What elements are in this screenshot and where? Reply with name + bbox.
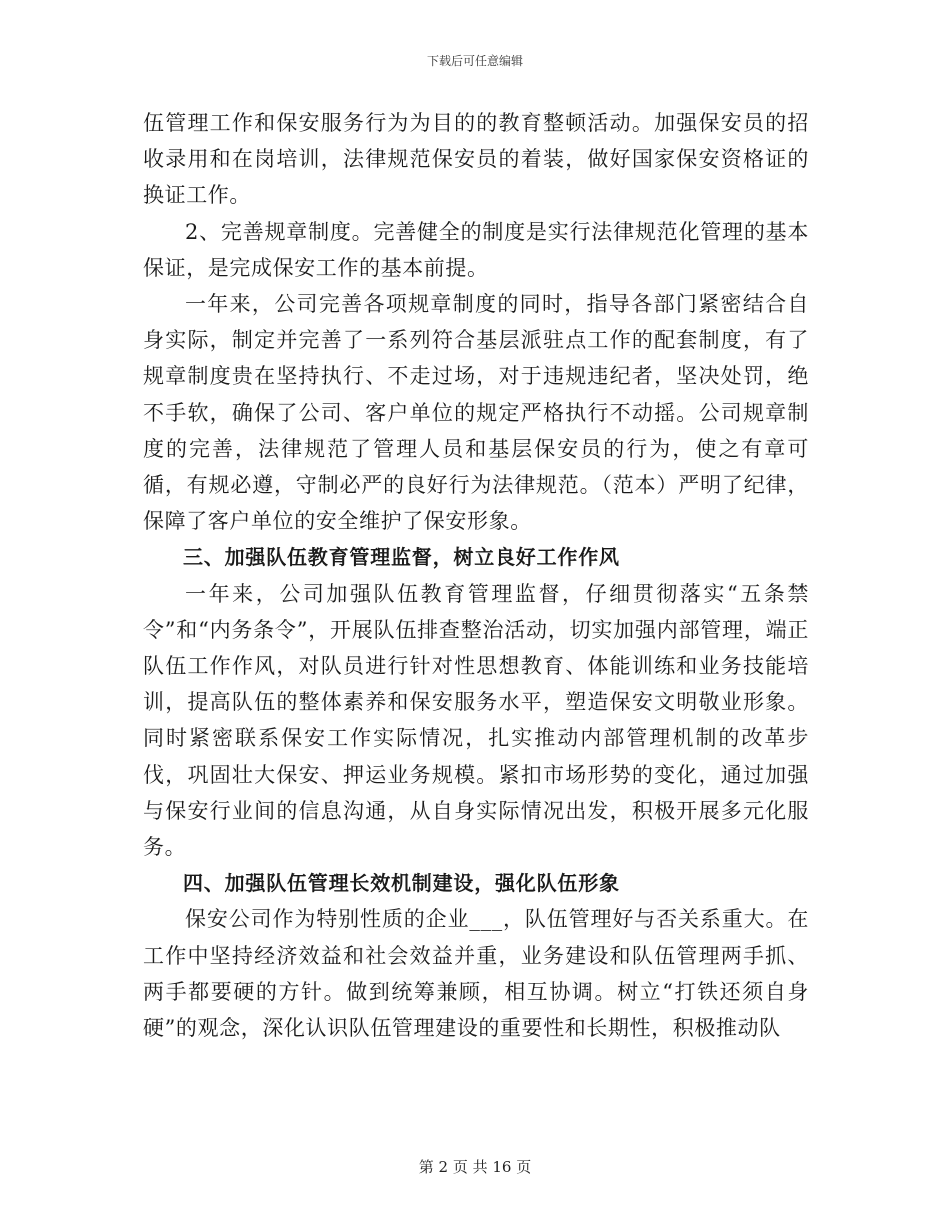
section-heading-3: 三、加强队伍教育管理监督，树立良好工作作风 [183, 545, 620, 570]
document-body [143, 105, 809, 1046]
page-number: 第 2 页 共 16 页 [418, 1158, 532, 1176]
paragraph-long-term-mechanism: 保安公司作为特别性质的企业___，队伍管理好与否关系重大。在工作中坚持经济效益和社会效益并重，业务建设和队伍管理两手抓、两手都要硬的方针。做到统筹兼顾，相互协调。树立“打铁还须自身硬”的观念，深化认识队伍管理建设的重要性和长期性，积极推动队 [143, 907, 809, 1041]
paragraph-continuation: 伍管理工作和保安服务行为为目的的教育整顿活动。加强保安员的招收录用和在岗培训，法律规范保安员的着装，做好国家保安资格证的换证工作。 [143, 111, 809, 208]
download-editable-note: 下载后可任意编辑 [426, 54, 523, 68]
paragraph-team-supervision: 一年来，公司加强队伍教育管理监督，仔细贯彻落实“五条禁令”和“内务条令”，开展队伍排查整治活动，切实加强内部管理，端正队伍工作作风，对队员进行针对性思想教育、体能训练和业务技能培训，提高队伍的整体素养和保安服务水平，塑造保安文明敬业形象。同时紧密联系保安工作实际情况，扎实推动内部管理机制的改革步伐，巩固壮大保安、押运业务规模。紧扣市场形势的变化，通过加强与保安行业间的信息沟通，从自身实际情况出发，积极开展多元化服务。 [143, 581, 809, 860]
section-heading-4: 四、加强队伍管理长效机制建设，强化队伍形象 [183, 871, 620, 896]
paragraph-year-review: 一年来，公司完善各项规章制度的同时，指导各部门紧密结合自身实际，制定并完善了一系列符合基层派驻点工作的配套制度，有了规章制度贵在坚持执行、不走过场，对于违规违纪者，坚决处罚，绝不手软，确保了公司、客户单位的规定严格执行不动摇。公司规章制度的完善，法律规范了管理人员和基层保安员的行为，使之有章可循，有规必遵，守制必严的良好行为法律规范。（范本）严明了纪律，保障了客户单位的安全维护了保安形象。 [143, 292, 809, 534]
paragraph-rules-improvement: 2、完善规章制度。完善健全的制度是实行法律规范化管理的基本保证，是完成保安工作的基本前提。 [143, 219, 809, 280]
